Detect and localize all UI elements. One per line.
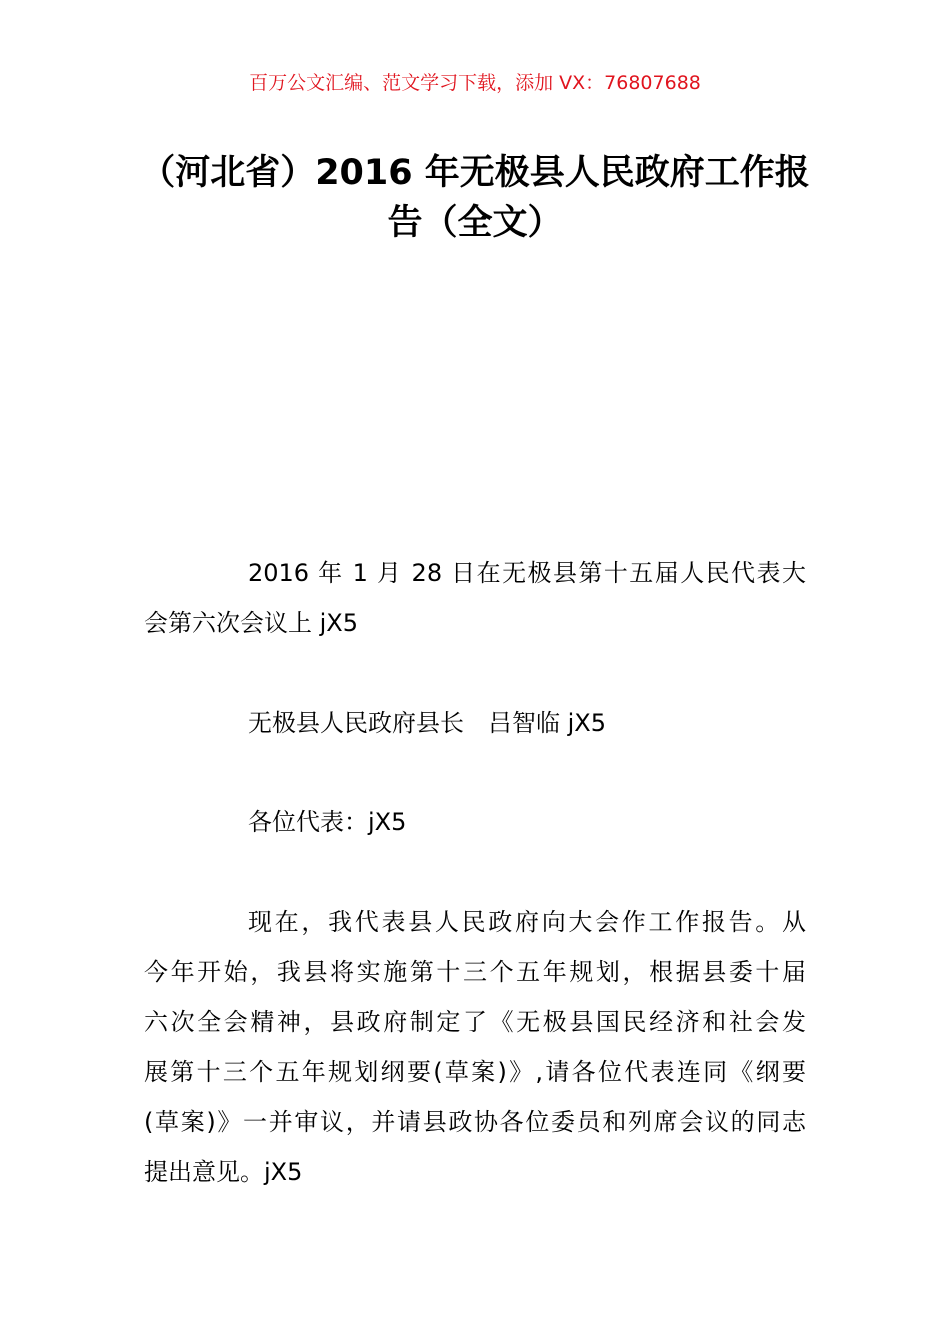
text-line: 六次全会精神，县政府制定了《无极县国民经济和社会发 xyxy=(144,1008,806,1036)
text-line: 提出意见。jX5 xyxy=(144,1158,303,1186)
text-line: 2016 年 1 月 28 日在无极县第十五届人民代表大 xyxy=(248,559,806,587)
title-line: （河北省）2016 年无极县人民政府工作报 xyxy=(140,153,810,193)
speaker-paragraph xyxy=(144,698,806,748)
text-line: 现在，我代表县人民政府向大会作工作报告。从 xyxy=(248,908,806,936)
meeting-info-paragraph xyxy=(144,548,806,648)
text-line: 展第十三个五年规划纲要(草案)》,请各位代表连同《纲要 xyxy=(144,1058,806,1086)
salutation-paragraph xyxy=(144,797,806,847)
intro-paragraph xyxy=(144,897,806,1197)
download-notice: 百万公文汇编、范文学习下载，添加 VX：76807688 xyxy=(249,72,701,94)
text-line: 无极县人民政府县长 吕智临 jX5 xyxy=(248,709,607,737)
title-line: 告（全文） xyxy=(387,203,563,243)
text-line: 会第六次会议上 jX5 xyxy=(144,609,359,637)
text-line: (草案)》一并审议，并请县政协各位委员和列席会议的同志 xyxy=(144,1108,806,1136)
document-title xyxy=(140,148,810,248)
text-line: 今年开始，我县将实施第十三个五年规划，根据县委十届 xyxy=(144,958,806,986)
text-line: 各位代表：jX5 xyxy=(248,808,407,836)
